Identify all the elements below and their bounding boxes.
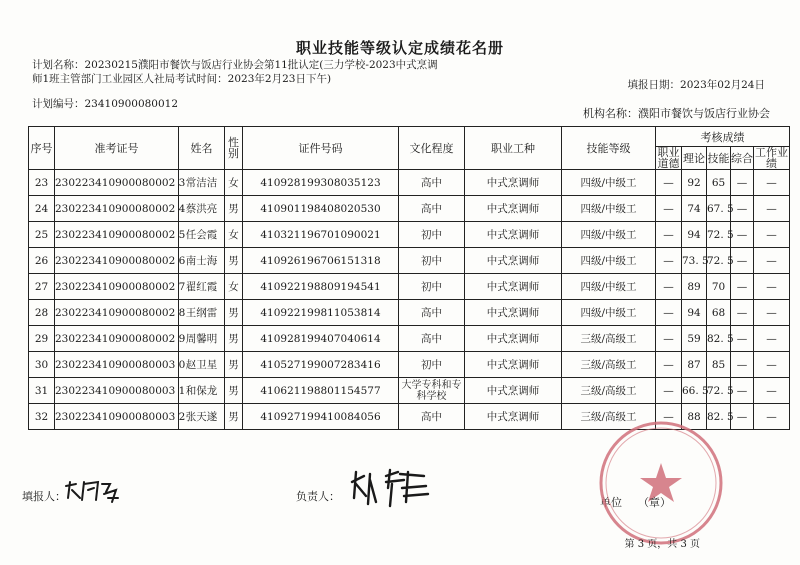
- cell-overall: —: [731, 170, 754, 196]
- cell-theory: 94: [682, 222, 707, 248]
- cell-work: —: [754, 378, 790, 404]
- cell-level: 四级/中级工: [562, 300, 656, 326]
- col-perf: 职业道德: [657, 146, 680, 170]
- cell-skill: 67. 5: [707, 196, 731, 222]
- cell-exam-no: 230223410900080003 2: [55, 404, 179, 430]
- cell-trade: 中式烹调师: [465, 300, 562, 326]
- cell-overall: —: [731, 378, 754, 404]
- col-education: 文化程度: [399, 127, 465, 170]
- plan-name: [32, 58, 452, 86]
- col-seq: 序号: [29, 127, 55, 170]
- cell-perf: —: [656, 196, 682, 222]
- page-info: 第 3 页，共 3 页: [624, 539, 700, 550]
- cell-level: 三级/高级工: [562, 378, 656, 404]
- cell-perf: —: [656, 222, 682, 248]
- cell-overall: —: [731, 300, 754, 326]
- cell-theory: 74: [682, 196, 707, 222]
- table-row: [29, 196, 790, 222]
- responsible-signature: [346, 468, 436, 510]
- cell-id-no: 410926196706151318: [243, 248, 399, 274]
- cell-trade: 中式烹调师: [465, 404, 562, 430]
- cell-level: 四级/中级工: [562, 196, 656, 222]
- cell-work: —: [754, 300, 790, 326]
- cell-perf: —: [656, 378, 682, 404]
- fill-date: 填报日期：2023年02月24日: [627, 79, 765, 91]
- cell-exam-no: 230223410900080002 4: [55, 196, 179, 222]
- table-row: [29, 274, 790, 300]
- col-id-no: 证件号码: [243, 127, 399, 170]
- cell-seq: 29: [29, 326, 55, 352]
- cell-level: 四级/中级工: [562, 170, 656, 196]
- table-row: [29, 170, 790, 196]
- cell-gender: 女: [225, 170, 243, 196]
- table-row: [29, 248, 790, 274]
- cell-trade: 中式烹调师: [465, 378, 562, 404]
- cell-trade: 中式烹调师: [465, 274, 562, 300]
- table-body: [29, 170, 790, 430]
- cell-skill: 82. 5: [707, 404, 731, 430]
- cell-work: —: [754, 352, 790, 378]
- cell-perf: —: [656, 170, 682, 196]
- cell-overall: —: [731, 352, 754, 378]
- cell-trade: 中式烹调师: [465, 326, 562, 352]
- cell-skill: 82. 5: [707, 326, 731, 352]
- cell-name: 周馨明: [179, 326, 225, 352]
- cell-theory: 89: [682, 274, 707, 300]
- cell-theory: 87: [682, 352, 707, 378]
- cell-work: —: [754, 248, 790, 274]
- cell-seq: 27: [29, 274, 55, 300]
- cell-edu: 初中: [399, 352, 465, 378]
- cell-edu: 初中: [399, 222, 465, 248]
- cell-name: 赵卫星: [179, 352, 225, 378]
- col-level: 技能等级: [562, 127, 656, 170]
- col-overall: 综合: [731, 147, 754, 170]
- cell-work: —: [754, 404, 790, 430]
- col-name: 姓名: [179, 127, 225, 170]
- cell-trade: 中式烹调师: [465, 248, 562, 274]
- cell-skill: 85: [707, 352, 731, 378]
- cell-theory: 94: [682, 300, 707, 326]
- cell-exam-no: 230223410900080003 1: [55, 378, 179, 404]
- filler-signature: [62, 476, 132, 506]
- cell-skill: 68: [707, 300, 731, 326]
- cell-gender: 男: [225, 248, 243, 274]
- cell-edu: 初中: [399, 274, 465, 300]
- cell-level: 四级/中级工: [562, 222, 656, 248]
- cell-perf: —: [656, 300, 682, 326]
- cell-id-no: 410901198408020530: [243, 196, 399, 222]
- cell-name: 蔡洪亮: [179, 196, 225, 222]
- cell-skill: 72. 5: [707, 248, 731, 274]
- cell-overall: —: [731, 248, 754, 274]
- cell-work: —: [754, 170, 790, 196]
- plan-number: 计划编号：23410900080012: [32, 98, 179, 110]
- col-scores: 考核成绩: [656, 127, 790, 147]
- cell-name: 南士海: [179, 248, 225, 274]
- cell-perf: —: [656, 248, 682, 274]
- cell-edu: 高中: [399, 326, 465, 352]
- cell-work: —: [754, 222, 790, 248]
- cell-level: 四级/中级工: [562, 248, 656, 274]
- cell-name: 翟红霞: [179, 274, 225, 300]
- unit-label: 单位: [600, 496, 622, 509]
- cell-edu: 大学专科和专科学校: [399, 378, 465, 404]
- filler-label: 填报人：: [22, 490, 66, 503]
- col-work: 工作业绩: [755, 146, 788, 170]
- cell-edu: 初中: [399, 248, 465, 274]
- cell-overall: —: [731, 222, 754, 248]
- cell-edu: 高中: [399, 300, 465, 326]
- cell-trade: 中式烹调师: [465, 196, 562, 222]
- cell-seq: 32: [29, 404, 55, 430]
- cell-name: 常洁洁: [179, 170, 225, 196]
- cell-exam-no: 230223410900080002 9: [55, 326, 179, 352]
- cell-seq: 24: [29, 196, 55, 222]
- score-table: [28, 126, 790, 430]
- cell-perf: —: [656, 404, 682, 430]
- cell-name: 和保龙: [179, 378, 225, 404]
- cell-skill: 65: [707, 170, 731, 196]
- cell-trade: 中式烹调师: [465, 170, 562, 196]
- cell-gender: 男: [225, 352, 243, 378]
- cell-edu: 高中: [399, 196, 465, 222]
- col-exam-no: 准考证号: [55, 127, 179, 170]
- cell-theory: 73. 5: [682, 248, 707, 274]
- cell-theory: 66. 5: [682, 378, 707, 404]
- cell-gender: 男: [225, 326, 243, 352]
- cell-exam-no: 230223410900080002 6: [55, 248, 179, 274]
- cell-perf: —: [656, 352, 682, 378]
- seal-label: （章）: [638, 496, 671, 509]
- cell-trade: 中式烹调师: [465, 352, 562, 378]
- organization-seal: [596, 418, 726, 548]
- cell-theory: 88: [682, 404, 707, 430]
- cell-skill: 72. 5: [707, 222, 731, 248]
- cell-seq: 26: [29, 248, 55, 274]
- cell-id-no: 410621198801154577: [243, 378, 399, 404]
- cell-name: 任会霞: [179, 222, 225, 248]
- cell-exam-no: 230223410900080002 3: [55, 170, 179, 196]
- col-theory: 理论: [682, 147, 707, 170]
- cell-level: 四级/中级工: [562, 274, 656, 300]
- cell-id-no: 410927199410084056: [243, 404, 399, 430]
- page-title: 职业技能等级认定成绩花名册: [295, 39, 504, 57]
- cell-seq: 31: [29, 378, 55, 404]
- cell-seq: 30: [29, 352, 55, 378]
- cell-id-no: 410527199007283416: [243, 352, 399, 378]
- cell-edu: 高中: [399, 404, 465, 430]
- cell-id-no: 410928199308035123: [243, 170, 399, 196]
- cell-name: 张天遂: [179, 404, 225, 430]
- cell-gender: 男: [225, 404, 243, 430]
- cell-gender: 男: [225, 300, 243, 326]
- cell-name: 王纲雷: [179, 300, 225, 326]
- plan-name-line2: 师1班主管部门工业园区人社局考试时间：2023年2月23日下午): [32, 73, 332, 85]
- cell-seq: 23: [29, 170, 55, 196]
- cell-edu: 高中: [399, 170, 465, 196]
- cell-level: 三级/高级工: [562, 404, 656, 430]
- cell-exam-no: 230223410900080003 0: [55, 352, 179, 378]
- cell-gender: 女: [225, 274, 243, 300]
- cell-gender: 男: [225, 378, 243, 404]
- col-skill: 技能: [707, 147, 731, 170]
- cell-overall: —: [731, 404, 754, 430]
- cell-work: —: [754, 196, 790, 222]
- cell-gender: 女: [225, 222, 243, 248]
- cell-perf: —: [656, 274, 682, 300]
- cell-overall: —: [731, 326, 754, 352]
- cell-theory: 59: [682, 326, 707, 352]
- cell-id-no: 410321196701090021: [243, 222, 399, 248]
- table-row: [29, 222, 790, 248]
- cell-skill: 70: [707, 274, 731, 300]
- cell-seq: 28: [29, 300, 55, 326]
- col-trade: 职业工种: [465, 127, 562, 170]
- table-row: [29, 352, 790, 378]
- cell-seq: 25: [29, 222, 55, 248]
- table-row: [29, 300, 790, 326]
- cell-level: 三级/高级工: [562, 352, 656, 378]
- cell-overall: —: [731, 196, 754, 222]
- cell-id-no: 410928199407040614: [243, 326, 399, 352]
- cell-id-no: 410922199811053814: [243, 300, 399, 326]
- cell-overall: —: [731, 274, 754, 300]
- col-gender: 性别: [225, 127, 243, 170]
- cell-trade: 中式烹调师: [465, 222, 562, 248]
- cell-work: —: [754, 326, 790, 352]
- cell-skill: 72. 5: [707, 378, 731, 404]
- table-row: [29, 326, 790, 352]
- cell-id-no: 410922198809194541: [243, 274, 399, 300]
- cell-exam-no: 230223410900080002 8: [55, 300, 179, 326]
- cell-exam-no: 230223410900080002 5: [55, 222, 179, 248]
- plan-name-line1: 计划名称：20230215濮阳市餐饮与饭店行业协会第11批认定(三力学校-2023中式烹调: [32, 59, 438, 71]
- responsible-label: 负责人：: [296, 490, 340, 503]
- cell-perf: —: [656, 326, 682, 352]
- cell-gender: 男: [225, 196, 243, 222]
- cell-level: 三级/高级工: [562, 326, 656, 352]
- table-row: [29, 378, 790, 404]
- organization-name: 机构名称：濮阳市餐饮与饭店行业协会: [583, 107, 770, 120]
- cell-work: —: [754, 274, 790, 300]
- cell-theory: 92: [682, 170, 707, 196]
- cell-exam-no: 230223410900080002 7: [55, 274, 179, 300]
